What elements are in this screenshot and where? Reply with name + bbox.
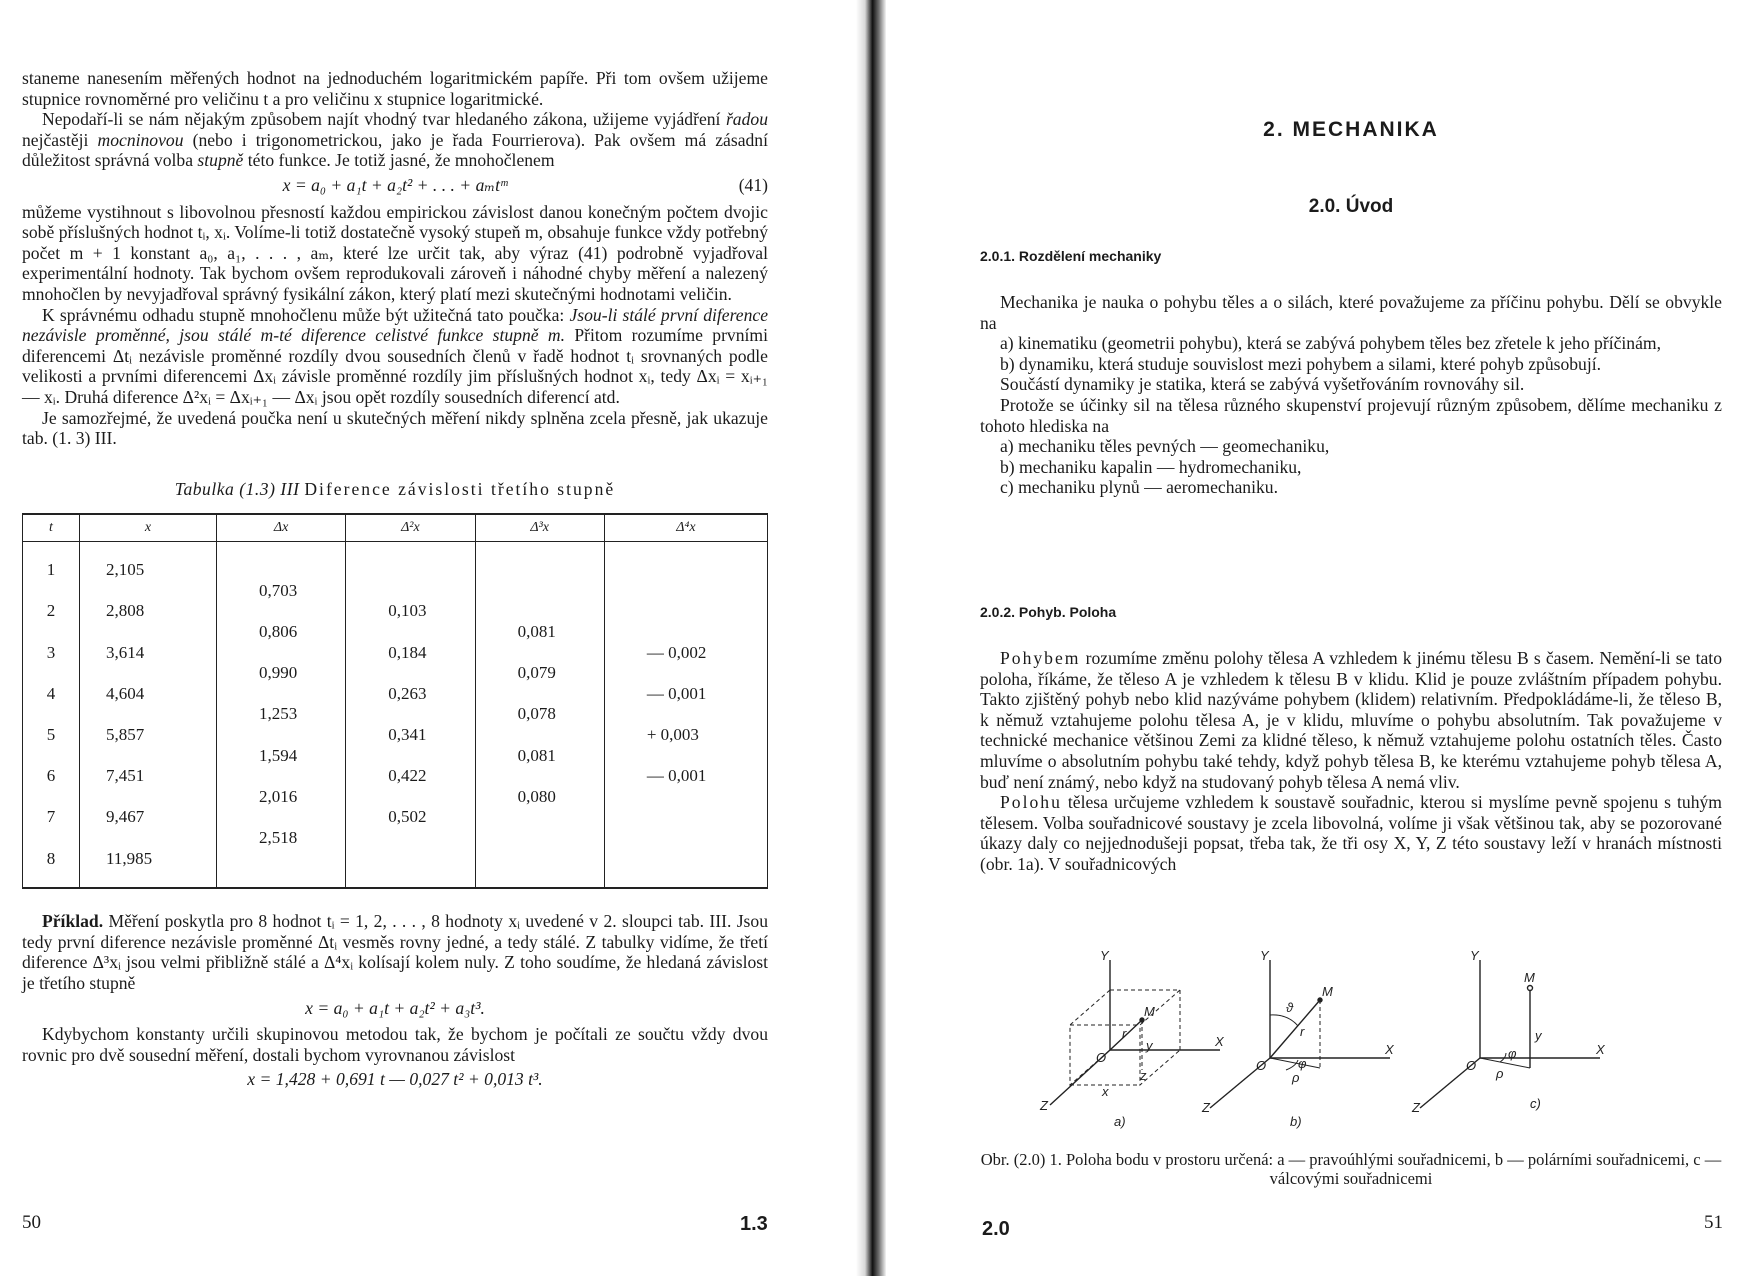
emphasis: mocninovou (97, 129, 184, 150)
table-cell: 0,422 (346, 766, 475, 787)
table-row (23, 704, 768, 725)
table-cell: 0,703 (217, 581, 346, 602)
label-m: M (1322, 984, 1333, 999)
equation-text: x = a₀ + a₁t + a₂t² + a₃t³. (305, 997, 485, 1018)
table-cell: 0,081 (475, 622, 604, 643)
example-label: Příklad. (42, 911, 104, 932)
text: této funkce. Je totiž jasné, že mnohočlenem (243, 150, 555, 171)
coordinate-systems-figure (1030, 940, 1730, 1140)
equation-text: x = 1,428 + 0,691 t — 0,027 t² + 0,013 t³. (247, 1069, 543, 1090)
subsection-heading: 2.0.1. Rozdělení mechaniky (980, 248, 1162, 264)
table-cell: 1,594 (217, 746, 346, 767)
table-row (23, 581, 768, 602)
list-item: b) dynamiku, která studuje souvislost mezi pohybem a silami, které pohyb způsobují. (1000, 353, 1602, 374)
table-cell: 7,451 (80, 766, 217, 787)
page-number-left: 50 (22, 1212, 41, 1233)
table-cell: 0,502 (346, 807, 475, 828)
table-cell: — 0,002 (604, 643, 767, 664)
page-number-right: 51 (1704, 1212, 1723, 1233)
table-row (23, 766, 768, 787)
table-cell: — 0,001 (604, 684, 767, 705)
table-cell: 1,253 (217, 704, 346, 725)
table-cell: 0,806 (217, 622, 346, 643)
table-cell: 2 (46, 601, 56, 621)
label-z: Z (1040, 1098, 1048, 1113)
point-m (1528, 986, 1533, 991)
table-row (23, 622, 768, 643)
label-y-coord: y (1535, 1028, 1542, 1043)
text: (nebo i trigonometrickou, jako je řada Fourrierova). Pak ovšem má zásadní důležitost správná volba (22, 129, 768, 171)
label-fig-a: a) (1114, 1114, 1126, 1129)
table-header-row (23, 514, 768, 542)
label-fig-c: c) (1530, 1096, 1541, 1111)
text: Nepodaří-li se nám nějakým způsobem najít vhodný tvar hledaného zákona, užijeme vyjádření (42, 109, 726, 130)
table-row (23, 643, 768, 664)
section-number-right: 2.0 (982, 1218, 1010, 1240)
label-y-coord: y (1146, 1038, 1153, 1053)
label-o: O (1256, 1058, 1267, 1073)
table-header-cell: Δ²x (346, 514, 475, 542)
table-cell: 8 (46, 848, 56, 868)
label-m: M (1524, 970, 1535, 985)
table-cell: 9,467 (80, 807, 217, 828)
section-title: 2.0. Úvod (1308, 196, 1394, 217)
subsection-body-201 (980, 292, 1722, 498)
equation-number: (41) (738, 174, 768, 195)
equation-fit (22, 1069, 768, 1090)
table-cell: 4,604 (80, 684, 217, 705)
text: Přitom rozumíme prvními diferencemi Δtᵢ nezávisle proměnné rozdíly dvou sousedních členů v řadě hodnot tᵢ srovnaných podle velikosti a prvními diferencemi Δxᵢ závisle proměnné rozdíly jim příslušných hodnot xᵢ, tedy Δxᵢ = xᵢ₊₁ — xᵢ. Druhá diference Δ²xᵢ = Δxᵢ₊₁ — Δxᵢ jsou opět rozdíly sousedních diferencí atd. (22, 325, 768, 407)
equation-cubic (22, 998, 768, 1019)
table-cell: 0,078 (475, 704, 604, 725)
text: tělesa určujeme vzhledem k soustavě souřadnic, kterou si myslíme pevně spojenu s tuhým tělesem. Volba souřadnicové soustavy je zcela libovolná, volíme ji však většinou tak, aby se pozorované úkazy daly co nejjednodušeji popsat, třeba tak, že tři osy X, Y, Z této soustavy leží v hranách místnosti (obr. 1a). V souřadnicových (980, 792, 1722, 874)
paragraph (22, 109, 768, 171)
table-cell: 3 (46, 642, 56, 662)
list-item: b) mechaniku kapalin — hydromechaniku, (1000, 456, 1302, 477)
label-y: Y (1260, 948, 1269, 963)
table-cell: 3,614 (80, 643, 217, 664)
table-cell: 0,081 (475, 746, 604, 767)
equation-41 (22, 175, 768, 196)
table-row (23, 807, 768, 828)
text: rozumíme změnu polohy tělesa A vzhledem k jinému tělesu B s časem. Nemění-li se tato poloha, říkáme, že těleso A je vzhledem k tělesu B v klidu. Klid je pouze zvláštním případem pohybu. Takto zjištěný pohyb nebo klid nazýváme pohybem (klidem) relativním. Předpokládáme-li, že těleso B, k němuž vztahujeme polohu tělesa A, je v klidu, mluvíme o pohybu absolutním. Tak považujeme v technické mechanice většinou Zemi za klidné těleso, k němuž vztahujeme polohu ostatních těles. Často mluvíme o absolutním pohybu také tehdy, když pohyb tělesa B, ke kterému vztahujeme pohyb tělesa A, buď není známý, nebo když na studovaný pohyb tělesa A nemá vliv. (980, 648, 1722, 792)
table-cell: 1 (46, 560, 56, 580)
label-y: Y (1470, 948, 1479, 963)
table-cell: 5 (46, 725, 56, 745)
list-item: a) mechaniku těles pevných — geomechaniku, (1000, 436, 1330, 457)
paragraph: Mechanika je nauka o pohybu těles a o silách, které považujeme za příčinu pohybu. Dělí se obvykle na (980, 292, 1722, 333)
table-header-cell: Δ⁴x (604, 514, 767, 542)
table-cell: + 0,003 (604, 725, 767, 746)
label-phi: φ (1508, 1046, 1517, 1061)
label-rho: ρ (1496, 1066, 1504, 1081)
table-cell: 7 (46, 807, 56, 827)
projection-base (1270, 1058, 1320, 1068)
table-cell: 0,184 (346, 643, 475, 664)
table-cell: 2,518 (217, 828, 346, 849)
label-o: O (1466, 1058, 1477, 1073)
paragraph (980, 648, 1722, 792)
table-row (23, 560, 768, 581)
table-cell: 0,079 (475, 663, 604, 684)
table-cell: 0,341 (346, 725, 475, 746)
table-row (23, 849, 768, 870)
table-row (23, 787, 768, 808)
label-rho: ρ (1292, 1070, 1300, 1085)
table-row (23, 601, 768, 622)
label-fig-b: b) (1290, 1114, 1302, 1129)
left-text-column (22, 68, 768, 1096)
table-cell: 6 (46, 766, 56, 786)
label-y: Y (1100, 948, 1109, 963)
spaced-term: Polohu (1000, 792, 1062, 813)
label-x: X (1385, 1042, 1394, 1057)
label-theta: ϑ (1286, 1000, 1294, 1015)
table-header-cell: Δx (217, 514, 346, 542)
table-row (23, 725, 768, 746)
table-caption-title: Diference závislosti třetího stupně (304, 478, 616, 499)
table-row (23, 828, 768, 849)
table-cell: 0,103 (346, 601, 475, 622)
paragraph: můžeme vystihnout s libovolnou přesností každou empirickou závislost danou konečným počtem dvojic sobě příslušných hodnot tᵢ, xᵢ. Volíme-li totiž dostatečně vysoký stupeň m, obsahuje funkce vždy potřebný počet m + 1 konstant a₀, a₁, . . . , aₘ, které lze určit tak, aby výraz (41) podrobně vyjadřoval experimentální hodnoty. Tak bychom ovšem reprodukovali zároveň i náhodné chyby měření a nalezený mnohočlen by nevyjadřoval správný fysikální zákon, který platí mezi skutečnými hodnotami veličin. (22, 201, 768, 304)
label-x: X (1596, 1042, 1605, 1057)
table-cell: 4 (46, 683, 56, 703)
label-o: O (1096, 1050, 1107, 1065)
table-header-cell: x (80, 514, 217, 542)
paragraph: Protože se účinky sil na tělesa různého skupenství projevují různým způsobem, dělíme mechaniku z tohoto hlediska na (980, 394, 1722, 436)
table-caption-label: Tabulka (1.3) III (174, 478, 300, 499)
table-caption (22, 479, 768, 500)
label-r: r (1300, 1024, 1305, 1039)
subsection-body-202 (980, 648, 1722, 875)
emphasis: Jsou-li stálé první diference nezávisle proměnné, jsou stálé m-té diference celistvé funkce stupně m. (22, 304, 768, 346)
label-z: Z (1202, 1100, 1210, 1115)
label-m: M (1144, 1004, 1155, 1019)
text: Měření poskytla pro 8 hodnot tᵢ = 1, 2, . . . , 8 hodnoty xᵢ uvedené v 2. sloupci tab. III. Jsou tedy první diference nezávisle proměnné Δtᵢ vesměs rovny jedné, a tedy stálé. Z tabulky vidíme, že třetí diference Δ³xᵢ jsou velmi přibližně stálé a Δ⁴xᵢ kolísají kolem nuly. Z toho soudíme, že hledaná závislost je třetího stupně (22, 911, 768, 993)
table-cell: 0,990 (217, 663, 346, 684)
rho-line (1480, 1058, 1530, 1068)
table-cell: 5,857 (80, 725, 217, 746)
text: K správnému odhadu stupně mnohočlenu může být užitečná tato poučka: (42, 304, 570, 325)
text: nejčastěji (22, 129, 98, 150)
table-row (23, 746, 768, 767)
subsection-heading: 2.0.2. Pohyb. Poloha (980, 604, 1117, 620)
table-cell: 0,263 (346, 684, 475, 705)
table-row (23, 663, 768, 684)
table-cell: 2,105 (80, 560, 217, 581)
table-header-cell: t (23, 514, 80, 542)
example-paragraph (22, 911, 768, 993)
radius-vector (1270, 1000, 1320, 1058)
paragraph: Součástí dynamiky je statika, která se zabývá vyšetřováním rovnováhy sil. (1000, 374, 1525, 395)
table-header-cell: Δ³x (475, 514, 604, 542)
book-gutter (856, 0, 886, 1276)
figure-a-cartesian (1050, 960, 1220, 1105)
label-x: X (1215, 1034, 1224, 1049)
label-r: r (1122, 1026, 1127, 1041)
label-x-coord: x (1102, 1084, 1109, 1099)
paragraph: Kdybychom konstanty určili skupinovou metodou tak, že bychom je počítali ze součtu vždy dvou rovnic pro dvě sousední měření, dostali bychom vyrovnanou závislost (22, 1024, 768, 1065)
label-z-coord: z (1140, 1068, 1147, 1083)
table-cell: 2,016 (217, 787, 346, 808)
difference-table (22, 513, 768, 889)
table-cell: 2,808 (80, 601, 217, 622)
label-phi: φ (1298, 1056, 1307, 1071)
list-item: c) mechaniku plynů — aeromechaniku. (1000, 477, 1278, 498)
table-row (23, 684, 768, 705)
chapter-title: 2. MECHANIKA (1263, 118, 1439, 141)
spaced-term: Pohybem (1000, 648, 1081, 668)
label-z: Z (1412, 1100, 1420, 1115)
list-item: a) kinematiku (geometrii pohybu), která se zabývá pohybem těles bez zřetele k jeho příčinám, (1000, 333, 1661, 354)
paragraph: Je samozřejmé, že uvedená poučka není u skutečných měření nikdy splněna zcela přesně, jak ukazuje tab. (1. 3) III. (22, 407, 768, 449)
paragraph: staneme nanesením měřených hodnot na jednoduchém logaritmickém papíře. Při tom ovšem užijeme stupnice rovnoměrné pro veličinu t a pro veličinu x stupnice logaritmické. (22, 68, 768, 109)
theta-arc (1270, 1015, 1298, 1026)
table-cell: 0,080 (475, 787, 604, 808)
figure-caption: Obr. (2.0) 1. Poloha bodu v prostoru určená: a — pravoúhlými souřadnicemi, b — polárními souřadnicemi, c — válcovými souřadnicemi (980, 1150, 1722, 1188)
table-cell: 11,985 (80, 849, 217, 870)
equation-text: x = a₀ + a₁t + a₂t² + . . . + aₘtᵐ (282, 174, 508, 195)
emphasis: stupně (197, 150, 244, 171)
section-number-left: 1.3 (740, 1213, 768, 1235)
table-cell: — 0,001 (604, 766, 767, 787)
emphasis: řadou (725, 109, 768, 130)
paragraph (980, 792, 1722, 874)
figure-c-cylindrical (1420, 960, 1600, 1108)
paragraph (22, 305, 768, 408)
